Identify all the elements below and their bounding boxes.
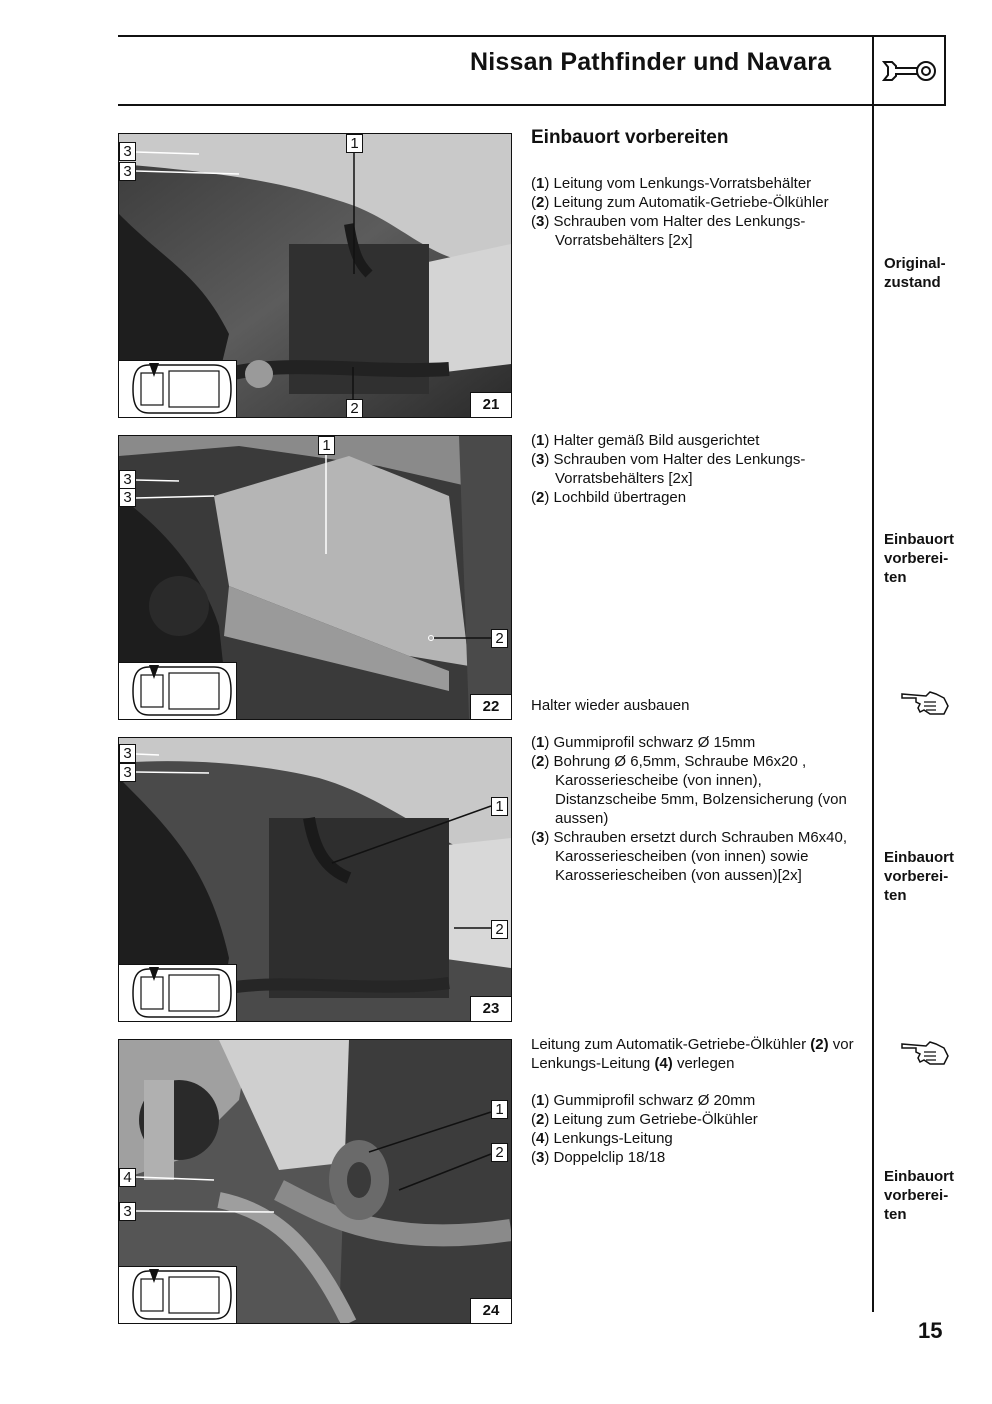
sidebar-label: Einbauort vorberei- ten xyxy=(884,1168,954,1223)
legend-item: (2) Bohrung Ø 6,5mm, Schraube M6x20 , Karosseriescheibe (von innen), Distanzscheibe 5mm, Bolzensicherung (von aussen) xyxy=(531,753,847,827)
callout-label: 2 xyxy=(346,399,363,418)
legend-item: (2) Lochbild übertragen xyxy=(531,489,687,506)
legend-item: (3) Schrauben vom Halter des Lenkungs-Vorratsbehälters [2x] xyxy=(531,451,806,487)
photo-rubber-profile xyxy=(118,737,512,1022)
callout-label: 3 xyxy=(119,1202,136,1221)
car-top-view-icon xyxy=(119,662,237,719)
callout-label: 1 xyxy=(346,134,363,153)
legend-item: (2) Leitung zum Automatik-Getriebe-Ölkühler xyxy=(531,194,829,211)
pointing-hand-icon xyxy=(900,1038,950,1068)
page-title: Nissan Pathfinder und Navara xyxy=(470,48,832,76)
figure-number: 22 xyxy=(470,694,511,719)
page-number: 15 xyxy=(918,1318,943,1343)
legend-item: (4) Lenkungs-Leitung xyxy=(531,1130,673,1147)
photo-engine-bay-original xyxy=(118,133,512,418)
callout-label: 2 xyxy=(491,629,508,648)
header-top-rule xyxy=(118,35,946,37)
legend-item: (1) Gummiprofil schwarz Ø 20mm xyxy=(531,1092,756,1109)
instruction-block-21 xyxy=(531,174,866,250)
callout-label: 3 xyxy=(119,744,136,763)
legend-item: (1) Gummiprofil schwarz Ø 15mm xyxy=(531,734,756,751)
sidebar-label: Einbauort vorberei- ten xyxy=(884,849,954,904)
callout-label: 3 xyxy=(119,763,136,782)
legend-item: (3) Schrauben ersetzt durch Schrauben M6x40, Karosseriescheiben (von innen) sowie Karosseriescheiben (von aussen)[2x] xyxy=(531,829,848,884)
callout-label: 4 xyxy=(119,1168,136,1187)
callout-label: 3 xyxy=(119,162,136,181)
note-text: Halter wieder ausbauen xyxy=(531,697,690,714)
section-heading: Einbauort vorbereiten xyxy=(531,127,729,148)
callout-label: 2 xyxy=(491,920,508,939)
callout-label: 1 xyxy=(491,1100,508,1119)
callout-label: 3 xyxy=(119,142,136,161)
header-right-border xyxy=(944,35,946,106)
legend-item: (1) Leitung vom Lenkungs-Vorratsbehälter xyxy=(531,175,812,192)
callout-label: 1 xyxy=(491,797,508,816)
photo-line-routing xyxy=(118,1039,512,1324)
legend-item: (1) Halter gemäß Bild ausgerichtet xyxy=(531,432,760,449)
figure-number: 23 xyxy=(470,996,511,1021)
sidebar-label: Original- zustand xyxy=(884,255,946,291)
callout-label: 3 xyxy=(119,488,136,507)
callout-label: 3 xyxy=(119,470,136,489)
sidebar-divider xyxy=(872,104,874,1312)
legend-item: (3) Doppelclip 18/18 xyxy=(531,1149,666,1166)
car-top-view-icon xyxy=(119,964,237,1021)
instruction-block-24 xyxy=(531,1035,866,1167)
car-top-view-icon xyxy=(119,1266,237,1323)
pointing-hand-icon xyxy=(900,688,950,718)
car-top-view-icon xyxy=(119,360,237,417)
legend-item: (3) Schrauben vom Halter des Lenkungs-Vorratsbehälters [2x] xyxy=(531,213,806,249)
figure-number: 24 xyxy=(470,1298,511,1323)
legend-item: (2) Leitung zum Getriebe-Ölkühler xyxy=(531,1111,758,1128)
header-bottom-rule xyxy=(118,104,946,106)
figure-number: 21 xyxy=(470,392,511,417)
sidebar-label: Einbauort vorberei- ten xyxy=(884,531,954,586)
wrench-icon xyxy=(880,56,940,86)
instruction-block-22 xyxy=(531,431,866,507)
note-text: Leitung zum Automatik-Getriebe-Ölkühler (2) vor Lenkungs-Leitung (4) verlegen xyxy=(531,1036,854,1072)
callout-label: 2 xyxy=(491,1143,508,1162)
header-divider xyxy=(872,35,874,106)
photo-bracket-aligned xyxy=(118,435,512,720)
callout-label: 1 xyxy=(318,436,335,455)
instruction-block-23 xyxy=(531,696,866,885)
